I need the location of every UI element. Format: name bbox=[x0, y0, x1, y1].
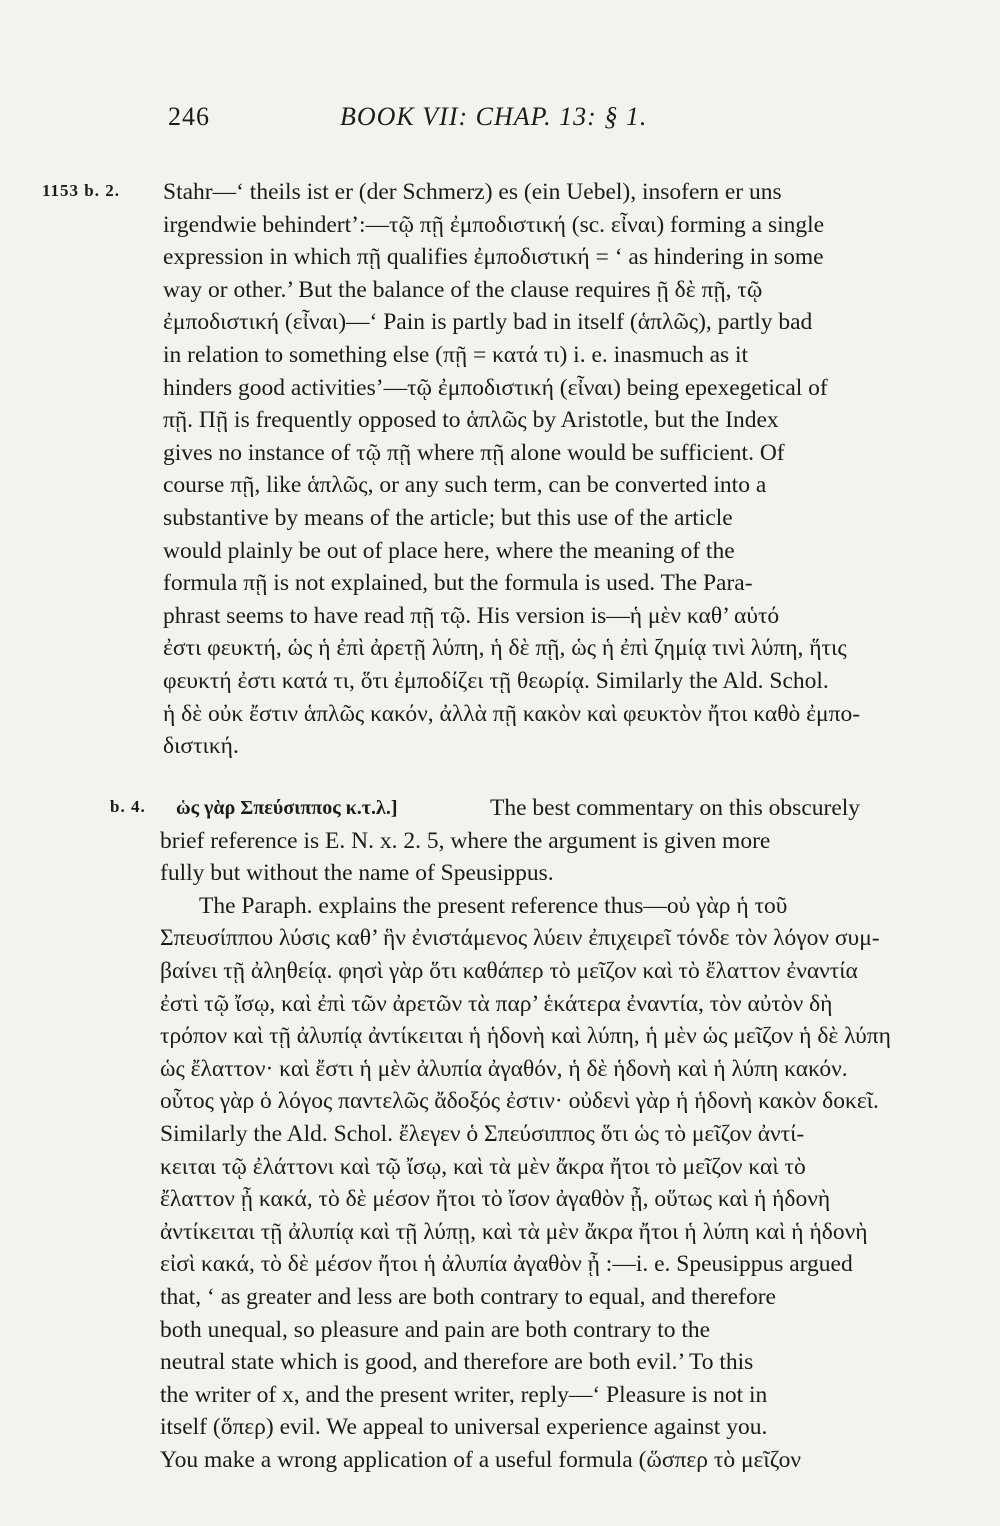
page-number: 246 bbox=[168, 102, 210, 131]
text-line: way or other.’ But the balance of the clause requires ῇ δὲ πῇ, τῷ bbox=[163, 276, 763, 303]
text-line: Stahr—‘ theils ist er (der Schmerz) es (ein Uebel), insofern er uns bbox=[163, 179, 782, 205]
text-line: The Paraph. explains the present reference thus—οὐ γὰρ ἡ τοῦ bbox=[199, 892, 788, 919]
text-line: fully but without the name of Speusippus. bbox=[160, 860, 554, 887]
text-line: Similarly the Ald. Schol. ἔλεγεν ὁ Σπεύσιππος ὅτι ὡς τὸ μεῖζον ἀντί- bbox=[160, 1121, 805, 1147]
text-line: neutral state which is good, and therefore are both evil.’ To this bbox=[160, 1349, 754, 1376]
text-line: βαίνει τῇ ἀληθείᾳ. φησὶ γὰρ ὅτι καθάπερ τὸ μεῖζον καὶ τὸ ἔλαττον ἐναντία bbox=[160, 958, 858, 984]
text-line: φευκτή ἐστι κατά τι, ὅτι ἐμποδίζει τῇ θεωρίᾳ. Similarly the Ald. Schol. bbox=[163, 668, 829, 694]
text-line: phrast seems to have read πῇ τῷ. His version is—ἡ μὲν καθ’ αὑτό bbox=[163, 602, 780, 629]
text-line: ἐστὶ τῷ ἴσῳ, καὶ ἐπὶ τῶν ἀρετῶν τὰ παρ’ ἑκάτερα ἐναντία, τὸν αὐτὸν δὴ bbox=[160, 990, 833, 1017]
text-line: κειται τῷ ἐλάττονι καὶ τῷ ἴσῳ, καὶ τὰ μὲν ἄκρα ἤτοι τὸ μεῖζον καὶ τὸ bbox=[160, 1153, 806, 1180]
text-line: οὗτος γὰρ ὁ λόγος παντελῶς ἄδοξός ἐστιν· οὐδενὶ γὰρ ἡ ἡδονὴ κακὸν δοκεῖ. bbox=[160, 1088, 879, 1115]
text-line: ἐμποδιστική (εἶναι)—‘ Pain is partly bad in itself (ἁπλῶς), partly bad bbox=[163, 309, 813, 336]
text-line: Σπευσίππου λύσις καθ’ ἣν ἐνιστάμενος λύειν ἐπιχειρεῖ τόνδε τὸν λόγον συμ- bbox=[160, 925, 880, 952]
text-line: expression in which πῇ qualifies ἐμποδιστική = ‘ as hindering in some bbox=[163, 244, 824, 271]
lemma: ὡς γὰρ Σπεύσιππος κ.τ.λ.] bbox=[176, 797, 398, 819]
text-line: formula πῇ is not explained, but the formula is used. The Para- bbox=[163, 570, 753, 597]
text-line: brief reference is E. N. x. 2. 5, where the argument is given more bbox=[160, 827, 771, 854]
text-line: itself (ὅπερ) evil. We appeal to universal experience against you. bbox=[160, 1414, 768, 1441]
text-line: both unequal, so pleasure and pain are both contrary to the bbox=[160, 1316, 711, 1343]
line-reference: b. 4. bbox=[110, 797, 146, 816]
text-line: ἐστι φευκτή, ὡς ἡ ἐπὶ ἀρετῇ λύπη, ἡ δὲ πῇ, ὡς ἡ ἐπὶ ζημίᾳ τινὶ λύπη, ἥτις bbox=[163, 635, 847, 662]
text-line: πῇ. Πῇ is frequently opposed to ἁπλῶς by Aristotle, but the Index bbox=[163, 407, 779, 434]
text-line: εἰσὶ κακά, τὸ δὲ μέσον ἤτοι ἡ ἀλυπία ἀγαθὸν ᾖ :—i. e. Speusippus argued bbox=[160, 1251, 853, 1278]
text-line: in relation to something else (πῇ = κατά τι) i. e. inasmuch as it bbox=[163, 342, 749, 368]
text-line: The best commentary on this obscurely bbox=[490, 795, 861, 821]
text-line: ἀντίκειται τῇ ἀλυπίᾳ καὶ τῇ λύπῃ, καὶ τὰ μὲν ἄκρα ἤτοι ἡ λύπη καὶ ἡ ἡδονὴ bbox=[160, 1218, 868, 1245]
running-head: BOOK VII: CHAP. 13: § 1. bbox=[340, 102, 648, 131]
text-line: You make a wrong application of a useful formula (ὥσπερ τὸ μεῖζον bbox=[160, 1447, 801, 1473]
text-line: irgendwie behindert’:—τῷ πῇ ἐμποδιστική (sc. εἶναι) forming a single bbox=[163, 211, 825, 238]
text-line: that, ‘ as greater and less are both contrary to equal, and therefore bbox=[160, 1284, 776, 1310]
text-line: ἡ δὲ οὐκ ἔστιν ἁπλῶς κακόν, ἀλλὰ πῇ κακὸν καὶ φευκτὸν ἤτοι καθὸ ἐμπο- bbox=[163, 700, 861, 727]
line-reference: 1153 b. 2. bbox=[42, 181, 121, 200]
text-line: διστική. bbox=[163, 733, 239, 760]
text-line: gives no instance of τῷ πῇ where πῇ alone would be sufficient. Of bbox=[163, 439, 785, 466]
text-line: hinders good activities’—τῷ ἐμποδιστική (εἶναι) being epexegetical of bbox=[163, 374, 828, 401]
text-line: would plainly be out of place here, where the meaning of the bbox=[163, 537, 735, 564]
text-line: the writer of x, and the present writer, reply—‘ Pleasure is not in bbox=[160, 1381, 768, 1408]
text-line: ὡς ἔλαττον· καὶ ἔστι ἡ μὲν ἀλυπία ἀγαθόν, ἡ δὲ ἡδονὴ καὶ ἡ λύπη κακόν. bbox=[160, 1055, 848, 1082]
text-line: substantive by means of the article; but this use of the article bbox=[163, 505, 733, 531]
page-header bbox=[168, 102, 748, 142]
text-line: τρόπον καὶ τῇ ἀλυπίᾳ ἀντίκειται ἡ ἡδονὴ καὶ λύπη, ἡ μὲν ὡς μεῖζον ἡ δὲ λύπη bbox=[160, 1023, 891, 1050]
text-line: ἔλαττον ᾖ κακά, τὸ δὲ μέσον ἤτοι τὸ ἴσον ἀγαθὸν ᾖ, οὕτως καὶ ἡ ἡδονὴ bbox=[160, 1186, 831, 1213]
text-line: course πῇ, like ἁπλῶς, or any such term, can be converted into a bbox=[163, 472, 767, 499]
